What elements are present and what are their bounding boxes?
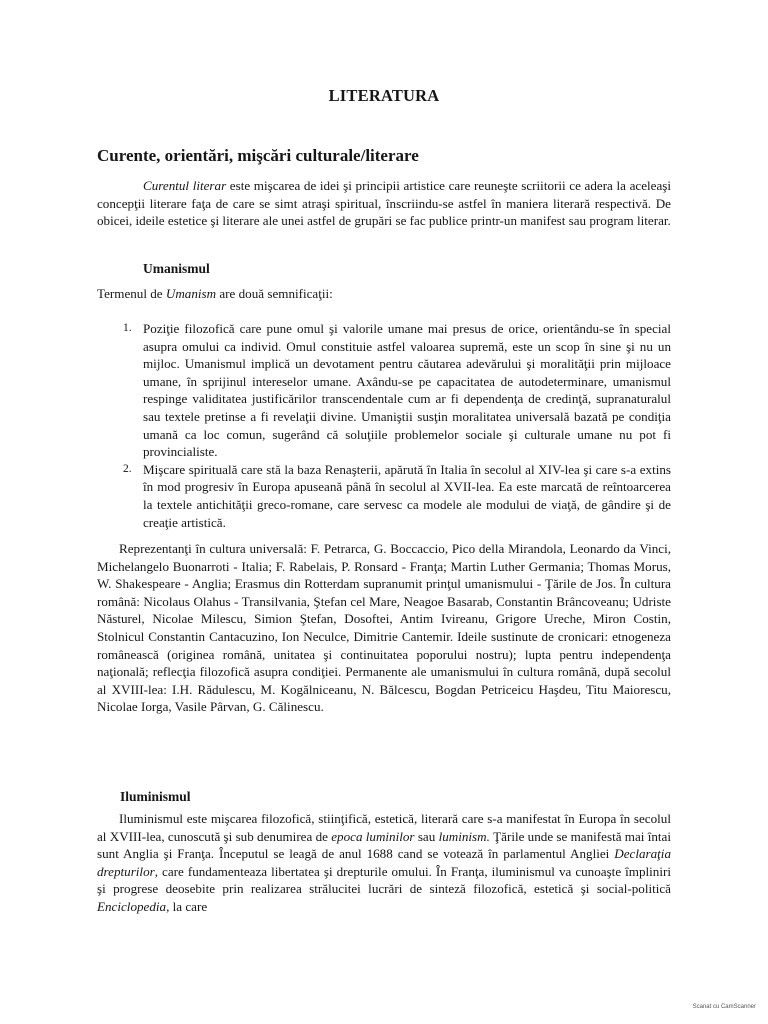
list-item	[97, 461, 671, 531]
iluminism-text-1: Iluminismul este mişcarea filozofică, stiinţifică, estetică, literară care s-a manifestat în Europa în secolul al XVIII-lea, cunoscută şi sub denumirea de	[97, 811, 671, 844]
term-declaratia-drepturilor: Declaraţia drepturilor	[97, 846, 671, 879]
iluminism-text-2: sau	[414, 828, 439, 844]
list-item-number: 1.	[123, 322, 132, 334]
list-item-text: Poziţie filozofică care pune omul şi valorile umane mai presus de orice, orientându-se în special asupra omului ca individ. Omul constituie astfel valoarea supremă, este un scop în sine şi nu un mijloc. Umanismul implică un devotament pentru căutarea adevărului şi moralităţii prin mijloace umane, în sprijinul intereselor umane. Axându-se pe capacitatea de autodeterminare, umanismul respinge validitatea justificărilor transcendentale cum ar fi dependenţa de credinţă, supranaturalul sau textele pretinse a fi revelaţii divine. Umaniştii susţin moralitatea universală bazată pe condiţia umană ca loc comun, sugerând că soluţiile problemelor sociale şi culturale umane nu pot fi provincialiste.	[143, 321, 671, 460]
page-title: LITERATURA	[328, 86, 440, 105]
definition-suffix: are două semnificaţii:	[216, 286, 333, 301]
list-item-number: 2.	[123, 462, 132, 475]
definition-prefix: Termenul de	[97, 286, 166, 301]
term-luminism: luminism.	[438, 828, 490, 844]
iluminism-paragraph	[97, 810, 671, 916]
term-epoca-luminilor: epoca luminilor	[331, 828, 415, 844]
meanings-list	[97, 320, 671, 531]
scanner-watermark: Scanat cu CamScanner	[692, 1004, 756, 1010]
iluminism-text-5: , la care	[166, 898, 208, 914]
iluminism-text-3: Ţările unde se manifestă mai întai sunt Anglia şi Franţa. Începutul se leagă de anul 1688 cand se votează în parlamentul Angliei	[97, 828, 671, 862]
definition-term: Umanism	[165, 286, 217, 301]
intro-paragraph	[97, 177, 671, 230]
section-title: Curente, orientări, mişcări culturale/literare	[97, 146, 419, 165]
umanismul-heading: Umanismul	[143, 261, 210, 276]
term-enciclopedia: Enciclopedia	[97, 898, 167, 914]
intro-term: Curentul literar	[143, 178, 227, 193]
umanism-definition	[97, 285, 671, 303]
representatives-paragraph: Reprezentanţi în cultura universală: F. Petrarca, G. Boccaccio, Pico della Mirandola, Leonardo da Vinci, Michelangelo Buonarroti - Italia; F. Rabelais, P. Ronsard - Franţa; Martin Luther Germania; Thomas Morus, W. Shakespeare - Anglia; Erasmus din Rotterdam supranumit prinţul umanismului - Ţările de Jos. În cultura română: Nicolaus Olahus - Transilvania, Ştefan cel Mare, Neagoe Basarab, Constantin Brâncoveanu; Udriste Năsturel, Nicolae Milescu, Simion Ştefan, Dosoftei, Antim Ivireanu, Grigore Ureche, Miron Costin, Stolnicul Constantin Cantacuzino, Ion Neculce, Dimitrie Cantemir. Ideile sustinute de cronicari: etnogeneza românească (originea română, unitatea şi continuitatea poporului nostru); lupta pentru independenţa naţională; reflecţia filozofică asupra condiţiei. Permanente ale umanismului în cultura română, după secolul al XVIII-lea: I.H. Rădulescu, M. Kogălniceanu, N. Bălcescu, Bogdan Petriceicu Haşdeu, Titu Maiorescu, Nicolae Iorga, Vasile Pârvan, G. Călinescu.	[97, 541, 671, 715]
intro-text: este mişcarea de idei şi principii artistice care reuneşte scriitorii ce adera la aceleaşi concepţii literare faţa de care se simt atraşi spiritual, înscriindu-se astfel în maniera literară respectivă. De obicei, ideile estetice şi literare ale unei astfel de grupări se fac publice printr-un manifest sau program literar.	[97, 178, 671, 229]
iluminismul-heading: Iluminismul	[120, 789, 191, 804]
iluminism-text-4: , care fundamenteaza libertatea şi drepturile omului. În Franţa, iluminismul va cunoaşte împliniri şi progrese deosebite prin realizarea strălucitei lucrări de sinteză filozofică, estetică şi social-politică	[97, 863, 671, 897]
list-item-text: Mişcare spirituală care stă la baza Renaşterii, apărută în Italia în secolul al XIV-lea şi care s-a extins în mod progresiv în Europa apuseană până în secolul al XVII-lea. Ea este marcată de reîntoarcerea la textele antichităţii greco-romane, care servesc ca modele ale modului de viaţă, de gândire şi de creaţie artistică.	[143, 461, 671, 530]
list-item	[97, 320, 671, 461]
